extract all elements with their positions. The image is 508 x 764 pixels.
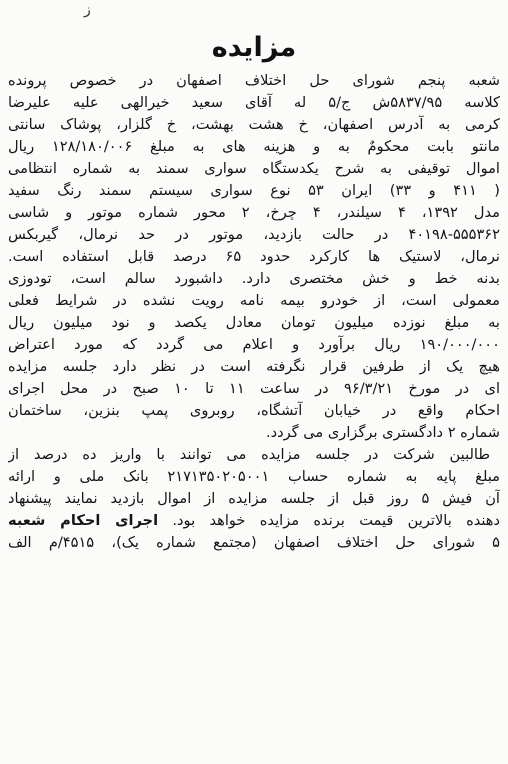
- text-line-4: مانتو بابت محکومٌ به و هزینه های به مبلغ ۱۲۸/۱۸۰/۰۰۶ ریال: [8, 138, 500, 155]
- text-line-9: نرمال، لاستیک ها کارکرد حدود ۶۵ درصد قابل استفاده است.: [8, 248, 500, 265]
- text-line-13: ۱۹۰/۰۰۰/۰۰۰ ریال برآورد و اعلام می گردد که مورد اعتراض: [8, 336, 500, 353]
- text-line-1: شعبه پنجم شورای حل اختلاف اصفهان در خصوص پرونده: [8, 72, 500, 89]
- text-line-21-main: دهنده بالاترین قیمت برنده مزایده خواهد بود.: [172, 512, 500, 529]
- text-line-5: اموال توقیفی به شرح یکدستگاه سواری سمند به شماره انتظامی: [8, 160, 500, 177]
- text-line-8: ۴۰۱۹۸-۵۵۵۳۶۲ در حالت بازدید، موتور در حد نرمال، گیربکس: [8, 226, 500, 243]
- page-title: مزایده: [211, 32, 297, 63]
- text-line-12: به مبلغ نوزده میلیون تومان معادل یکصد و نود میلیون ریال: [8, 314, 500, 331]
- text-line-2: کلاسه ۵۸۳۷/۹۵ش ج/۵ له آقای سعید خیرالهی علیه علیرضا: [8, 94, 500, 111]
- text-line-14: هیچ یک از طرفین قرار نگرفته است در نظر دارد جلسه مزایده: [8, 358, 500, 375]
- text-line-11: معمولی است، از خودرو بیمه نامه رویت نشده در شرایط فعلی: [8, 292, 500, 309]
- text-line-6: ( ۴۱۱ و ۳۳) ایران ۵۳ نوع سواری سیستم سمند رنگ سفید: [8, 182, 500, 199]
- scan-mark: ﺯ: [84, 2, 91, 18]
- text-line-21: [8, 510, 500, 532]
- text-line-3: کرمی به آدرس اصفهان، خ هشت بهشت، خ گلزار، پوشاک سانتی: [8, 116, 500, 133]
- signature-inline: اجرای احکام شعبه: [8, 512, 159, 529]
- text-line-18: طالبین شرکت در جلسه مزایده می توانند با واریز ده درصد از: [8, 446, 490, 463]
- notice-body: [8, 70, 500, 554]
- text-line-20: آن فیش ۵ روز قبل از جلسه مزایده از اموال بازدید نمایند پیشنهاد: [8, 490, 500, 507]
- text-line-10: بدنه خط و خش مختصری دارد. داشبورد سالم است، تودوزی: [8, 270, 500, 287]
- text-line-17: شماره ۲ دادگستری برگزاری می گردد.: [265, 424, 500, 441]
- text-line-7: مدل ۱۳۹۲، ۴ سیلندر، ۴ چرخ، ۲ محور شماره موتور و شاسی: [8, 204, 500, 221]
- text-line-19: مبلغ پایه به شماره حساب ۲۱۷۱۳۵۰۲۰۵۰۰۱ بانک ملی و ارائه: [8, 468, 500, 485]
- text-line-16: احکام واقع در خیابان آتشگاه، روبروی پمپ بنزین، ساختمان: [8, 402, 500, 419]
- signature-line: ۵ شورای حل اختلاف اصفهان (مجتمع شماره یک)، ۴۵۱۵/م الف: [8, 534, 500, 551]
- text-line-15: ای در مورخ ۹۶/۳/۲۱ در ساعت ۱۱ تا ۱۰ صبح در محل اجرای: [8, 380, 500, 397]
